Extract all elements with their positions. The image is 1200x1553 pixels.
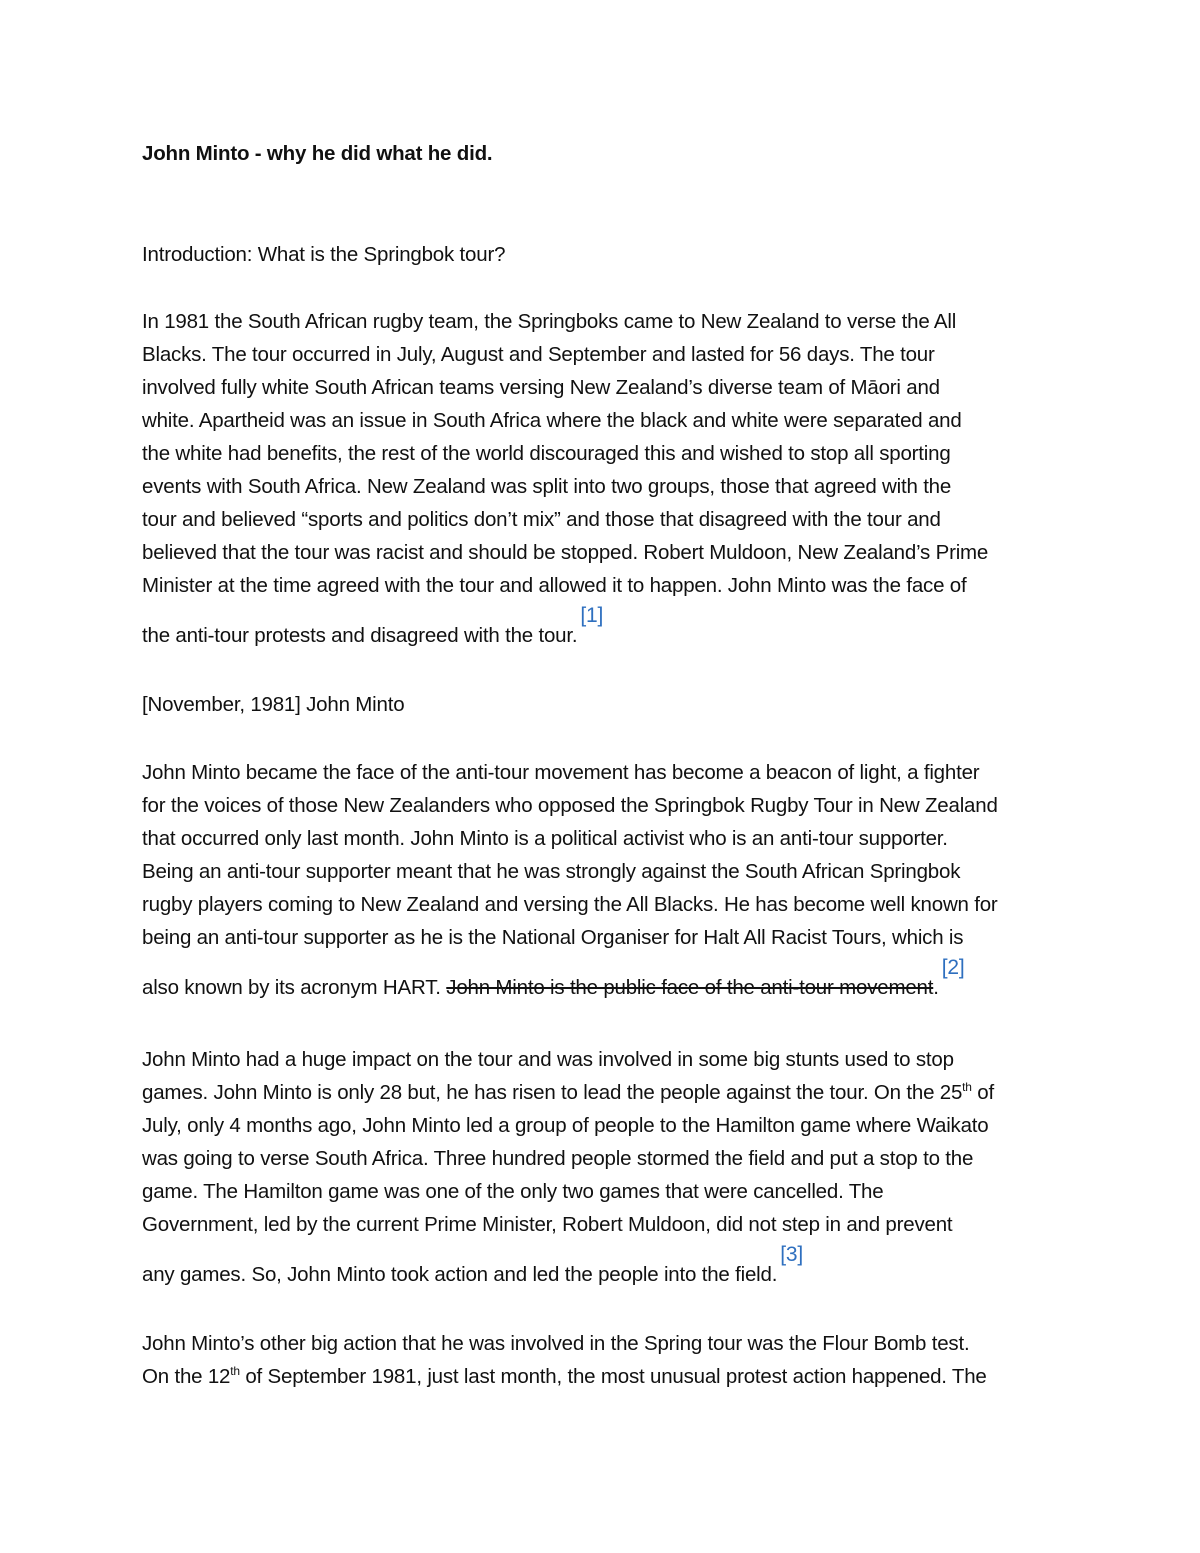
text-line-end: . (933, 976, 939, 999)
ordinal-suffix: th (962, 1080, 972, 1095)
text-line (142, 954, 1072, 1004)
text-line: Blacks. The tour occurred in July, August and September and lasted for 56 days. The tour (142, 343, 935, 366)
text-line: that occurred only last month. John Minto is a political activist who is an anti-tour supporter. (142, 827, 948, 850)
text-line: John Minto’s other big action that he was involved in the Spring tour was the Flour Bomb test. (142, 1332, 970, 1355)
text-line: involved fully white South African teams versing New Zealand’s diverse team of Māori and (142, 376, 940, 399)
paragraph-intro (142, 305, 1072, 652)
text-line-content: On the 12 (142, 1365, 231, 1388)
text-line-end: of September 1981, just last month, the most unusual protest action happened. The (239, 1365, 987, 1388)
text-line: white. Apartheid was an issue in South Africa where the black and white were separated and (142, 409, 962, 432)
section-heading: [November, 1981] John Minto (142, 693, 405, 716)
citation-link-1[interactable]: [1] (580, 604, 604, 627)
text-line (142, 1241, 1072, 1291)
text-line-content: also known by its acronym HART. (142, 976, 447, 999)
intro-heading: Introduction: What is the Springbok tour? (142, 243, 506, 266)
citation-link-3[interactable]: [3] (780, 1243, 803, 1266)
text-line: In 1981 the South African rugby team, the Springboks came to New Zealand to verse the All (142, 310, 957, 333)
text-line: the white had benefits, the rest of the world discouraged this and wished to stop all sporting (142, 442, 951, 465)
text-line: July, only 4 months ago, John Minto led a group of people to the Hamilton game where Waikato (142, 1114, 989, 1137)
paragraph-minto (142, 756, 1072, 1004)
text-line (142, 1360, 1072, 1393)
text-line-content: games. John Minto is only 28 but, he has risen to lead the people against the tour. On the 25 (142, 1081, 963, 1104)
paragraph-flour-bomb (142, 1327, 1072, 1393)
text-line-end: of (971, 1081, 994, 1104)
citation-link-2[interactable]: [2] (941, 956, 965, 979)
text-line: Government, led by the current Prime Minister, Robert Muldoon, did not step in and prevent (142, 1213, 953, 1236)
text-line: believed that the tour was racist and should be stopped. Robert Muldoon, New Zealand’s Prime (142, 541, 989, 564)
text-line: rugby players coming to New Zealand and versing the All Blacks. He has become well known for (142, 893, 998, 916)
struck-text: John Minto is the public face of the anti-tour movement (446, 976, 934, 999)
text-line-content: the anti-tour protests and disagreed with the tour. (142, 624, 578, 647)
text-line: John Minto became the face of the anti-tour movement has become a beacon of light, a fighter (142, 761, 980, 784)
text-line: Minister at the time agreed with the tour and allowed it to happen. John Minto was the face of (142, 574, 967, 597)
text-line: tour and believed “sports and politics don’t mix” and those that disagreed with the tour and (142, 508, 941, 531)
text-line-content: any games. So, John Minto took action and led the people into the field. (142, 1263, 778, 1286)
text-line: John Minto had a huge impact on the tour and was involved in some big stunts used to stop (142, 1048, 954, 1071)
text-line: being an anti-tour supporter as he is the National Organiser for Halt All Racist Tours, which is (142, 926, 964, 949)
text-line: was going to verse South Africa. Three hundred people stormed the field and put a stop to the (142, 1147, 974, 1170)
text-line (142, 1076, 1072, 1109)
document-title: John Minto - why he did what he did. (142, 142, 493, 165)
text-line: for the voices of those New Zealanders who opposed the Springbok Rugby Tour in New Zealand (142, 794, 998, 817)
text-line: game. The Hamilton game was one of the only two games that were cancelled. The (142, 1180, 884, 1203)
text-line: Being an anti-tour supporter meant that he was strongly against the South African Springbok (142, 860, 961, 883)
text-line: events with South Africa. New Zealand was split into two groups, those that agreed with the (142, 475, 952, 498)
text-line (142, 602, 1072, 652)
paragraph-impact (142, 1043, 1072, 1291)
ordinal-suffix: th (230, 1364, 240, 1379)
